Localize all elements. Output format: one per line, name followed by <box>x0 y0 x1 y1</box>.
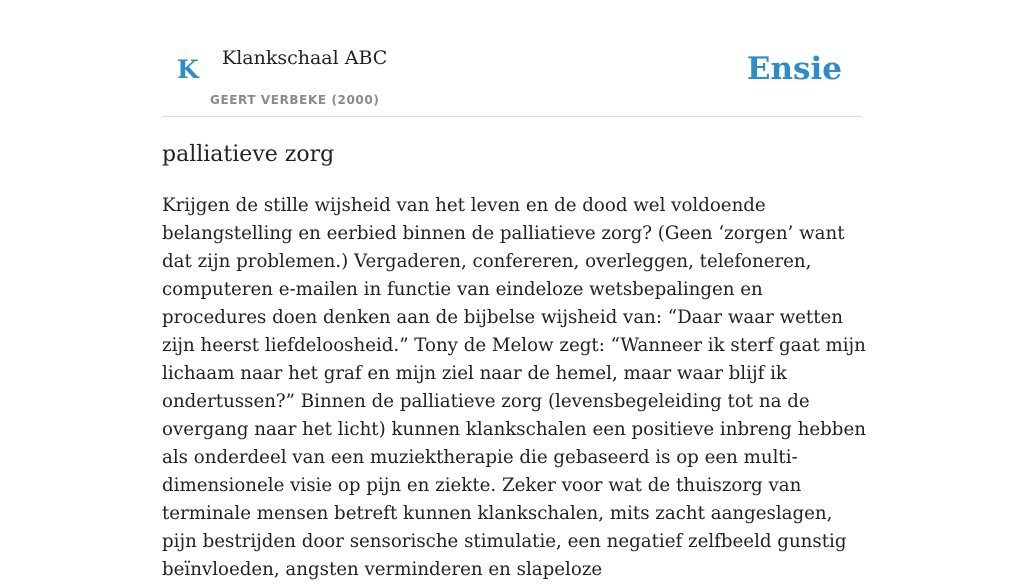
source-title[interactable]: Klankschaal ABC <box>222 47 388 69</box>
header <box>162 0 862 117</box>
entry-body: Krijgen de stille wijsheid van het leven en de dood wel voldoende belangstelling en eerbied binnen de palliatieve zorg? (Geen ‘zorgen’ want dat zijn problemen.) Vergaderen, confereren, overleggen, telefoneren, computeren e-mailen in functie van eindeloze wetsbepalingen en procedures doen denken aan de bijbelse wijsheid van: “Daar waar wetten zijn heerst liefdeloosheid.” Tony de Melow zegt: “Wanneer ik sterf gaat mijn lichaam naar het graf en mijn ziel naar de hemel, maar waar blijf ik ondertussen?” Binnen de palliatieve zorg (levensbegeleiding tot na de overgang naar het licht) kunnen klankschalen een positieve inbreng hebben als onderdeel van een muziektherapie die gebaseerd is op een multi-dimensionele visie op pijn en ziekte. Zeker voor wat de thuiszorg van terminale mensen betreft kunnen klankschalen, mits zacht aangeslagen, pijn bestrijden door sensorische stimulatie, een negatief zelfbeeld gunstig beïnvloeden, angsten verminderen en slapeloze <box>162 195 866 580</box>
source-author: GEERT VERBEKE (2000) <box>210 93 380 107</box>
entry-title: palliatieve zorg <box>162 142 335 167</box>
source-logo-icon[interactable]: K <box>177 55 199 84</box>
brand-logo[interactable]: Ensie <box>746 51 842 87</box>
